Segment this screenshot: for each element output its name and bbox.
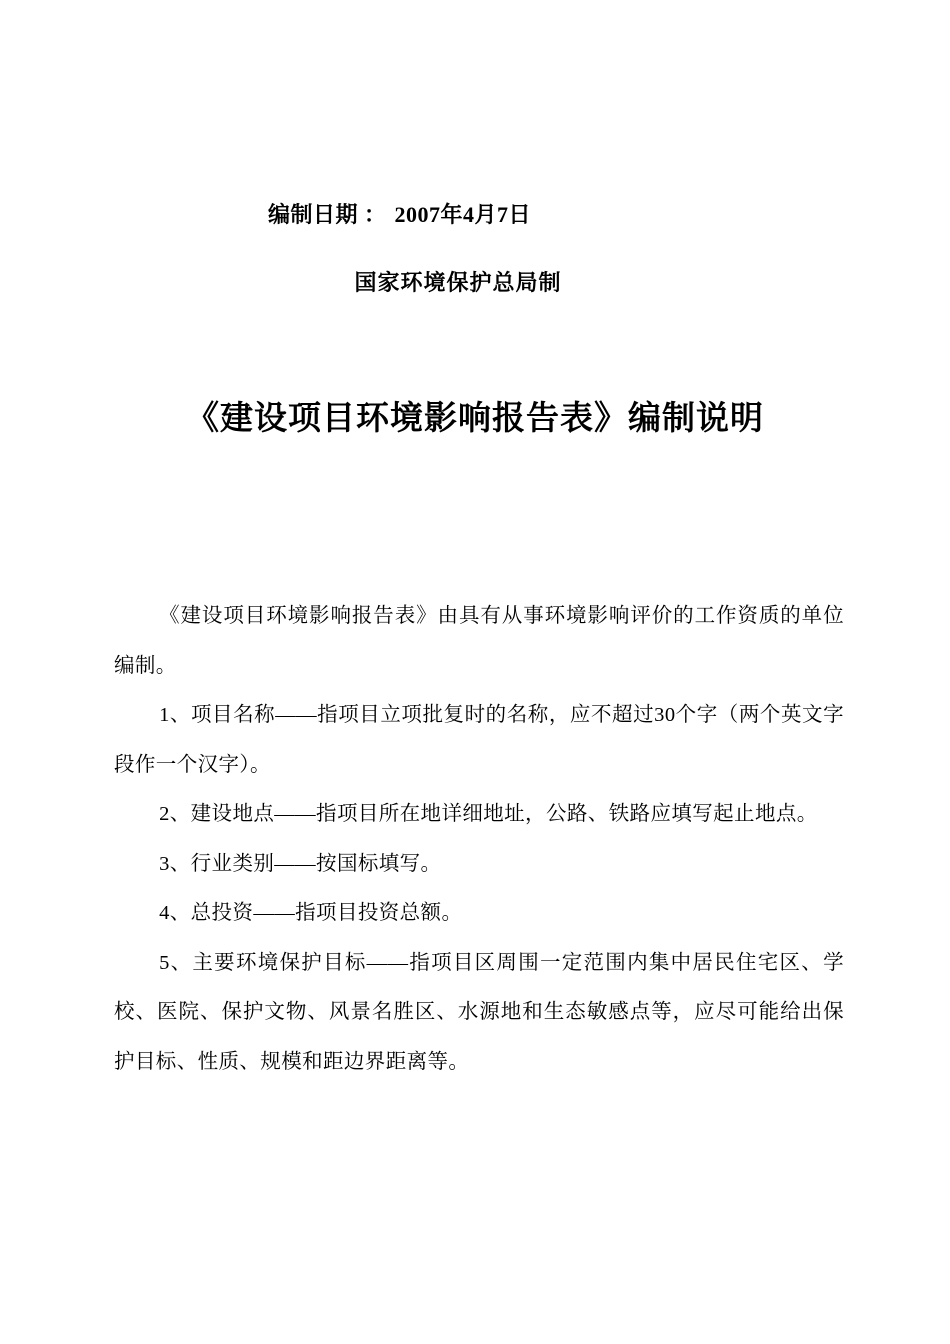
item-total-investment: 4、总投资——指项目投资总额。 — [159, 902, 463, 924]
document-title: 《建设项目环境影响报告表》编制说明 — [186, 401, 764, 437]
item-project-name: 1、项目名称——指项目立项批复时的名称，应不超过30个字（两个英文字段作一个汉字）。 — [114, 704, 844, 776]
issuing-authority: 国家环境保护总局制 — [354, 270, 562, 295]
instructions-body — [114, 592, 844, 1087]
compile-date-label: 编制日期 ： — [268, 202, 387, 227]
compile-date-value: 2007年4月7日 — [394, 202, 532, 227]
item-industry-category: 3、行业类别——按国标填写。 — [159, 852, 442, 875]
compile-date — [268, 198, 531, 229]
item-construction-site: 2、建设地点——指项目所在地详细地址，公路、铁路应填写起止地点。 — [159, 803, 818, 825]
item-protection-targets: 5、主要环境保护目标——指项目区周围一定范围内集中居民住宅区、学校、医院、保护文物、风景名胜区、水源地和生态敏感点等，应尽可能给出保护目标、性质、规模和距边界距离等。 — [114, 951, 844, 1073]
intro-paragraph: 《建设项目环境影响报告表》由具有从事环境影响评价的工作资质的单位编制。 — [114, 605, 844, 677]
